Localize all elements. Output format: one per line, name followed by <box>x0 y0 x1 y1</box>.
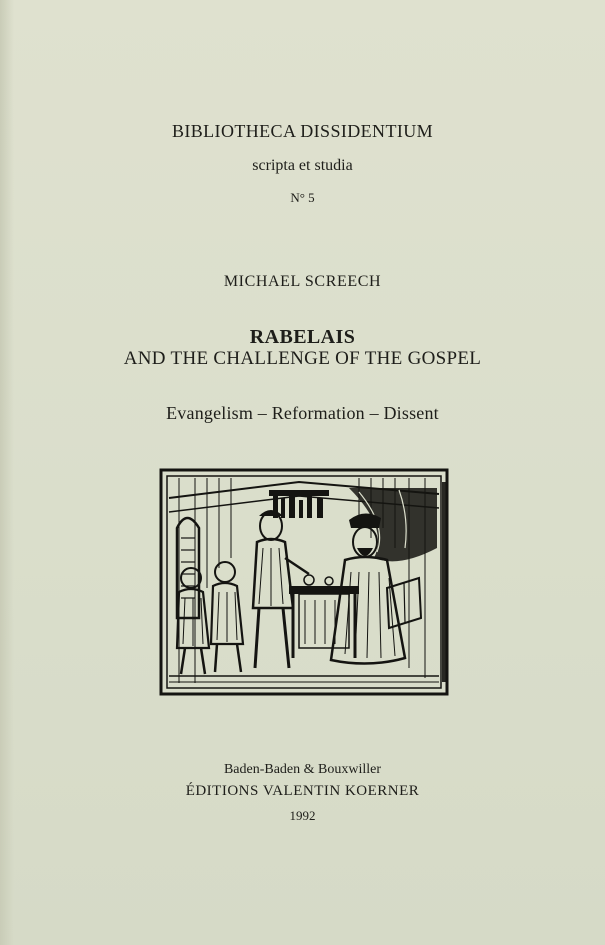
publication-year: 1992 <box>289 808 316 823</box>
series-title: BIBLIOTHECA DISSIDENTIUM <box>171 121 434 141</box>
book-subtitle: Evangelism – Reformation – Dissent <box>166 403 439 423</box>
series-number: N° 5 <box>290 190 315 205</box>
author-name: MICHAEL SCREECH <box>223 273 382 290</box>
woodcut-scholar-teaching-children-icon <box>159 468 449 696</box>
publisher-name: ÉDITIONS VALENTIN KOERNER <box>185 783 420 799</box>
book-title-continuation: AND THE CHALLENGE OF THE GOSPEL <box>123 348 482 369</box>
woodcut-illustration <box>159 468 449 696</box>
series-subtitle: scripta et studia <box>252 157 353 174</box>
publisher-place: Baden-Baden & Bouxwiller <box>223 762 382 777</box>
book-title: RABELAIS <box>249 326 356 348</box>
